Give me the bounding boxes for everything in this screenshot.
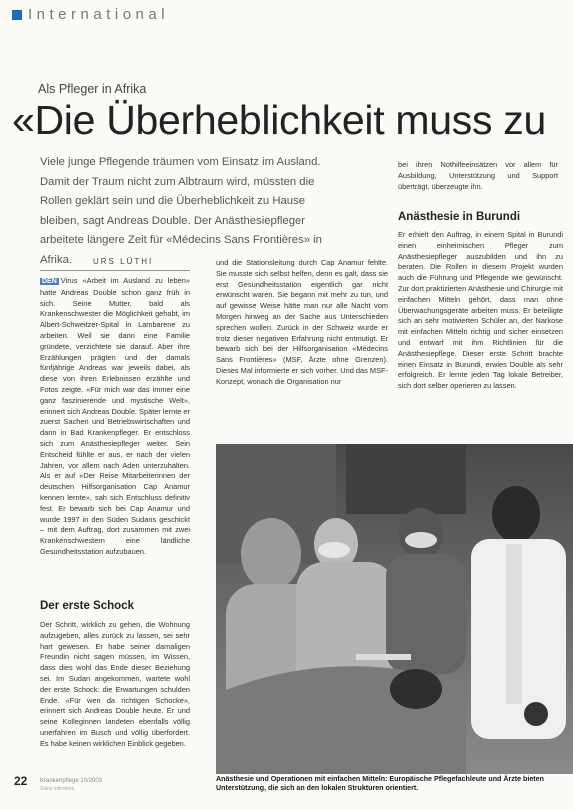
- issue-sub-info: Soins infirmiers: [40, 786, 75, 792]
- kicker: Als Pfleger in Afrika: [38, 82, 147, 96]
- issue-info: Krankenpflege 10/2003: [40, 778, 103, 784]
- article-text-col1: Virus «Arbeit im Ausland zu leben» hatte Andreas Double schon ganz früh in sich. Seine Mutter, bald als Krankenschwester die Möglichkeit gehabt, im Albert-Schweitzer-Spital in Lambarene zu arbeiten. Weil sie dann eine Familie gründete, verzichtete sie darauf. Aber ihre Erzählungen prägten und der damals fünfjährige Andreas war jeweils dabei, als diese von ihren Erlebnissen erzählte und Fotos zeigte. «Für mich war das immer eine ganz faszinierende und mystische Welt», erinnert sich Andreas Double. Später lernte er zuerst Sachen und Betriebswirtschaften und dann in Bad Krankenpfleger. Er entschloss sich zum Anästhesiepfleger weiter. Sein Entscheid fühlte er aus, er nach der vielen Jahren, vor allem nach Aden unterzuhalten. Als er auf «Der Reise Mitarbeiterinnen der deutschen Hilfsorganisation Cap Anamur kennen lernte», sah sich Entschluss definitiv fest. Er bewarb sich bei Cap Anamur und wurde 1997 in den Süden Sudans geschickt – mit dem Auftrag, dort zusammen mit zwei Krankenschwestern eine ländliche Gesundheitsstation aufzubauen.: [40, 276, 190, 556]
- photo-caption: Anästhesie und Operationen mit einfachen Mitteln: Europäische Pflegefachleute und Ärzte bieten Unterstützung, die sich an den lokalen Strukturen orientiert.: [216, 775, 544, 793]
- dropcap: DEN: [42, 278, 57, 285]
- article-column-1b: Der Schritt, wirklich zu gehen, die Wohnung aufzugeben, alles zurück zu lassen, sei sehr hart gewesen. Er habe seiner damaligen Freundin nicht sagen müssen, im Wissen, dass dies wohl das Ende dieser Beziehung sei. Im Sudan angekommen, wartete wohl der erste Schock: die Erwartungen schulden Ende. «Für wen da richtigen Schocke», erinnert sich Andreas Double heute. Er und seine Kolleginnen landeten ebenfalls völlig unerfahren im Busch und völlig überfordert. Es habe keinen wirklichen Einblick gegeben.: [40, 620, 190, 748]
- subheading-anaesthesie-burundi: Anästhesie in Burundi: [398, 211, 521, 223]
- operation-photo-illustration: [216, 444, 573, 774]
- subheading-erster-schock: Der erste Schock: [40, 600, 134, 612]
- article-column-3b: Er erhielt den Auftrag, in einem Spital in Burundi einen einheimischen Pfleger zum Anästhesiepfleger auszubilden und ihn zu beraten. Die Rollen in diesem Projekt wurden auch die Führung und Pflegende wie gewünscht. Zur dort praktizierten Anästhesie und Chirurgie mit einfachen Mitteln gehört, dass man ohne Überwachungsgeräte arbeiten muss. Er beteiligte sich an sehr motivierten Schüler an, der Narkose mit einfachen Mitteln richtig und sicher einsetzen und entwarf mit ihm Richtlinien für die Anästhesiepflege. Dieser erste Schritt brachte einen Einsatz in Burundi, erwies Double als sehr erfolgreich. Er lernte jeden Tag lokale Betreiber, sich dort selber operieren zu lassen.: [398, 230, 563, 391]
- article-column-3: bei ihren Nothilfeeinsätzen vor allem für Ausbildung, Unterstützung und Support überträgt, überzeugte ihn.: [398, 160, 558, 191]
- page-number: 22: [14, 774, 28, 788]
- section-label: International: [28, 6, 170, 23]
- lead-paragraph: Viele junge Pflegende träumen vom Einsatz im Ausland. Damit der Traum nicht zum Albtraum wird, müssten die Rollen geklärt sein und die Überheblichkeit zu Hause bleiben, sagt Andreas Double. Der Anästhesiepfleger arbeitete längere Zeit für «Médecins Sans Frontières» in Afrika.: [40, 156, 322, 266]
- article-column-2: und die Stationsleitung durch Cap Anamur fehlte. Sie musste sich selbst helfen, denn es galt, dass sie erst Gesundheitsstation eigentlich gar nicht erwünscht waren. Sie begann mit mehr zu tun, und auf gewisse Weise hätte man nur alle Nacht vom Morgen hinweg an der Sache aus Unterschieden sprechen wollen. Zurück in der Schweiz wurde er trotz dieser negativen Erfahrung nicht entmutigt. Er bewarb sich bei der Hilfsorganisation «Médecins Sans Frontières» (MSF, Ärzte ohne Grenzen). Dieses Mal informierte er sich vorher. Und das MSF-Konzept, wonach die Organisation nur: [216, 258, 388, 386]
- operation-photo: [216, 444, 573, 774]
- article-column-1: [40, 276, 190, 596]
- author-byline: URS LÜTHI: [93, 257, 154, 266]
- section-marker: [12, 10, 22, 20]
- byline-rule: [40, 270, 190, 271]
- headline: «Die Überheblichkeit muss zu: [12, 97, 546, 143]
